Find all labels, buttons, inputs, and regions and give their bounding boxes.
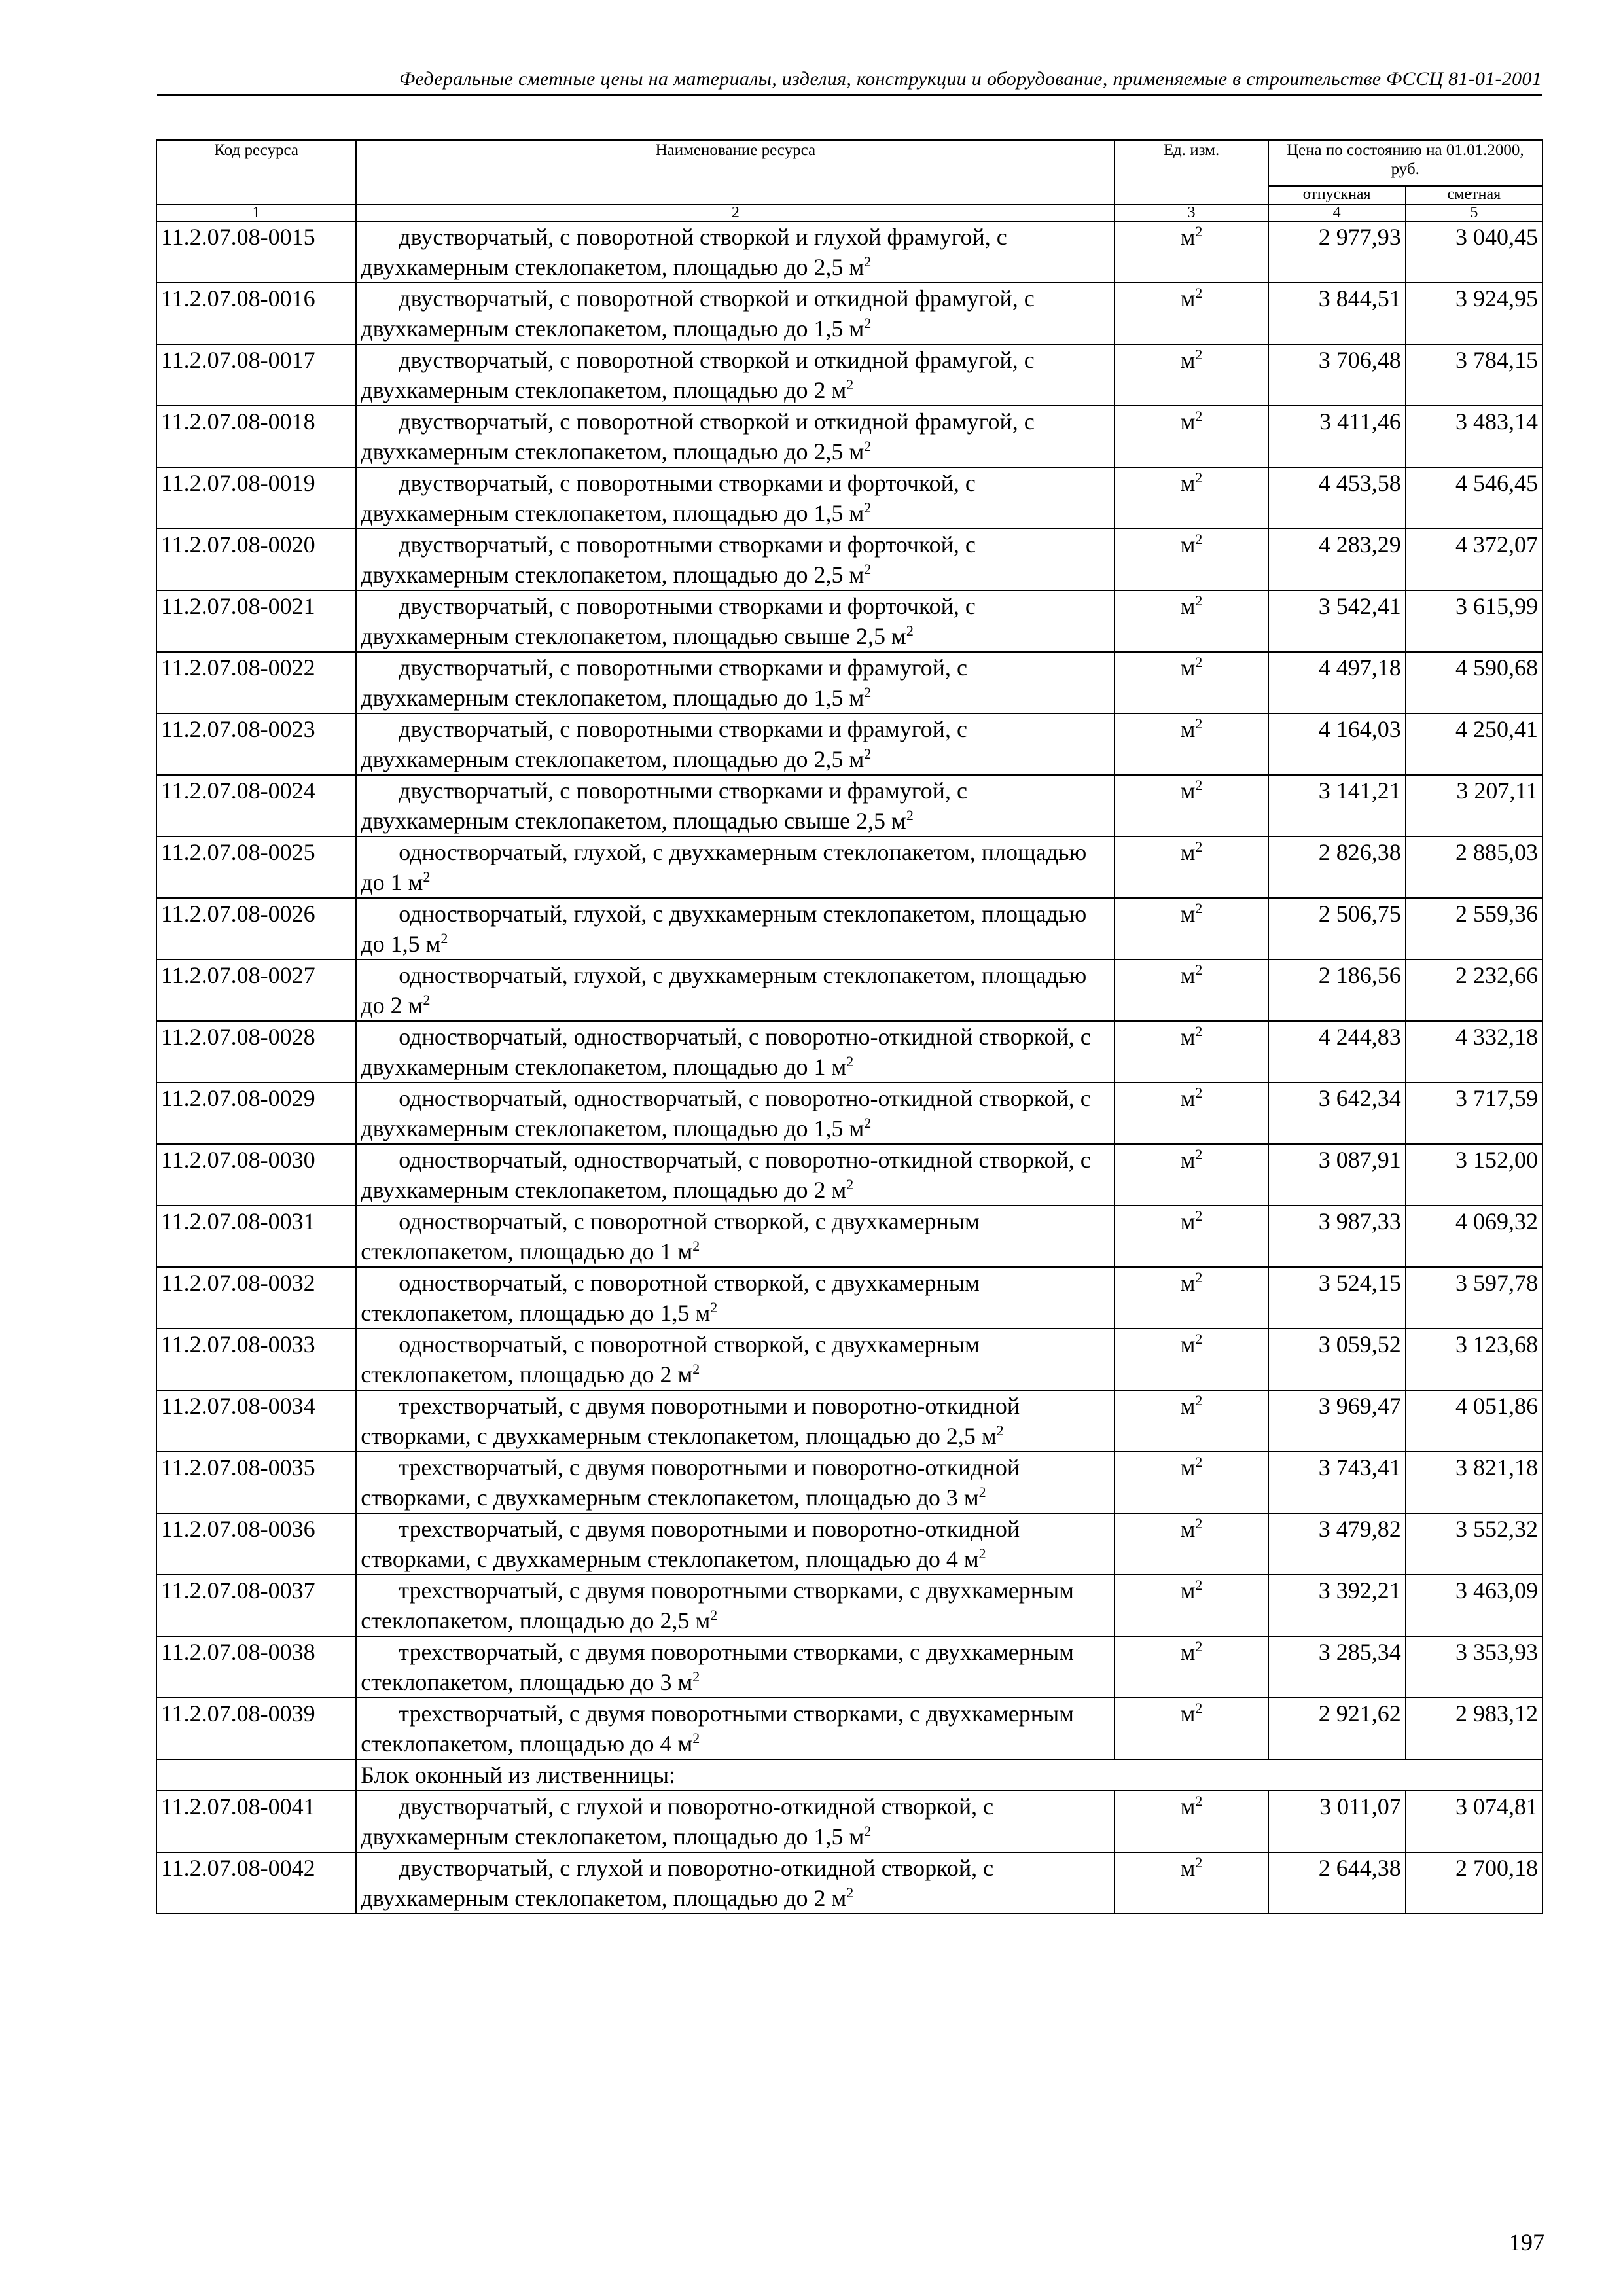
header-price-release: отпускная: [1268, 186, 1406, 204]
unit: [1115, 1267, 1268, 1329]
resource-name: [356, 1698, 1115, 1759]
price-release: 3 969,47: [1268, 1390, 1406, 1452]
resource-name-text: одностворчатый, с поворотной створкой, с двухкамерным стеклопакетом, площадью до 1,5 м: [361, 1270, 980, 1326]
resource-name: [356, 1852, 1115, 1914]
unit: [1115, 1390, 1268, 1452]
resource-name: [356, 467, 1115, 529]
unit-base: м: [1180, 716, 1196, 742]
resource-code: 11.2.07.08-0032: [156, 1267, 356, 1329]
price-estimate: 3 924,95: [1406, 283, 1543, 344]
resource-name: [356, 1267, 1115, 1329]
resource-name-text: двустворчатый, с глухой и поворотно-откидной створкой, с двухкамерным стеклопакетом, площадью до 1,5 м: [361, 1793, 994, 1850]
price-release: 3 411,46: [1268, 406, 1406, 467]
column-number: 1: [156, 204, 356, 221]
resource-code: 11.2.07.08-0023: [156, 713, 356, 775]
unit: [1115, 1021, 1268, 1083]
unit-base: м: [1180, 962, 1196, 988]
unit-exponent: 2: [1195, 1208, 1203, 1224]
unit-exponent: 2: [1195, 408, 1203, 424]
unit-exponent: 2: [692, 1730, 700, 1746]
unit-base: м: [1180, 1085, 1196, 1111]
header-unit: Ед. изм.: [1115, 140, 1268, 204]
price-estimate: 3 552,32: [1406, 1513, 1543, 1575]
price-release: 2 977,93: [1268, 221, 1406, 283]
resource-code: 11.2.07.08-0020: [156, 529, 356, 590]
resource-name-text: трехстворчатый, с двумя поворотными и поворотно-откидной створками, с двухкамерным стеклопакетом, площадью до 2,5 м: [361, 1393, 1020, 1449]
resource-name: [356, 836, 1115, 898]
unit-exponent: 2: [1195, 285, 1203, 301]
unit-exponent: 2: [906, 622, 914, 639]
unit: [1115, 283, 1268, 344]
unit-base: м: [1180, 839, 1196, 865]
unit-exponent: 2: [423, 869, 431, 885]
price-release: 3 987,33: [1268, 1206, 1406, 1267]
unit-exponent: 2: [846, 376, 854, 393]
price-release: 3 642,34: [1268, 1083, 1406, 1144]
unit-base: м: [1180, 1393, 1196, 1419]
unit-exponent: 2: [1195, 1700, 1203, 1716]
unit-exponent: 2: [864, 561, 872, 577]
unit-exponent: 2: [1195, 592, 1203, 609]
price-estimate: 3 597,78: [1406, 1267, 1543, 1329]
unit-exponent: 2: [1195, 1638, 1203, 1655]
resource-name: [356, 1206, 1115, 1267]
price-release: 3 011,07: [1268, 1791, 1406, 1852]
unit-exponent: 2: [864, 1115, 872, 1131]
unit-exponent: 2: [846, 1053, 854, 1069]
price-estimate: 2 700,18: [1406, 1852, 1543, 1914]
resource-code: 11.2.07.08-0016: [156, 283, 356, 344]
table-body-larch: [156, 1791, 1543, 1914]
price-estimate: 3 483,14: [1406, 406, 1543, 467]
unit: [1115, 898, 1268, 960]
price-release: 3 392,21: [1268, 1575, 1406, 1636]
unit-exponent: 2: [1195, 1269, 1203, 1285]
unit-exponent: 2: [846, 1176, 854, 1193]
header-price-estimate: сметная: [1406, 186, 1543, 204]
table-row: [156, 529, 1543, 590]
price-release: 3 087,91: [1268, 1144, 1406, 1206]
unit-exponent: 2: [864, 315, 872, 331]
resource-name: [356, 529, 1115, 590]
price-release: 3 743,41: [1268, 1452, 1406, 1513]
table-row: [156, 1791, 1543, 1852]
resource-name-text: одностворчатый, глухой, с двухкамерным стеклопакетом, площадью до 1,5 м: [361, 901, 1087, 957]
unit-exponent: 2: [864, 499, 872, 516]
resource-code: 11.2.07.08-0031: [156, 1206, 356, 1267]
unit: [1115, 590, 1268, 652]
unit-exponent: 2: [1195, 1577, 1203, 1593]
unit-base: м: [1180, 1024, 1196, 1050]
unit-base: м: [1180, 285, 1196, 312]
table-row: [156, 283, 1543, 344]
price-estimate: 4 051,86: [1406, 1390, 1543, 1452]
resource-name-text: двустворчатый, с поворотными створками и форточкой, с двухкамерным стеклопакетом, площадью до 2,5 м: [361, 531, 976, 588]
resource-code: 11.2.07.08-0028: [156, 1021, 356, 1083]
resource-name-text: двустворчатый, с поворотной створкой и откидной фрамугой, с двухкамерным стеклопакетом, площадью до 2 м: [361, 347, 1035, 403]
resource-name-text: двустворчатый, с поворотной створкой и откидной фрамугой, с двухкамерным стеклопакетом, площадью до 1,5 м: [361, 285, 1035, 342]
unit-exponent: 2: [996, 1422, 1004, 1439]
unit-exponent: 2: [1195, 1331, 1203, 1347]
price-release: 4 453,58: [1268, 467, 1406, 529]
table-row: [156, 1452, 1543, 1513]
price-release: 2 644,38: [1268, 1852, 1406, 1914]
unit: [1115, 836, 1268, 898]
unit-base: м: [1180, 470, 1196, 496]
resource-name-text: трехстворчатый, с двумя поворотными створками, с двухкамерным стеклопакетом, площадью до 4 м: [361, 1700, 1074, 1757]
table-row: [156, 1852, 1543, 1914]
section-block: [156, 1759, 1543, 1791]
resource-code: 11.2.07.08-0033: [156, 1329, 356, 1390]
price-estimate: 4 250,41: [1406, 713, 1543, 775]
price-estimate: 2 983,12: [1406, 1698, 1543, 1759]
resource-name-text: двустворчатый, с поворотными створками и фрамугой, с двухкамерным стеклопакетом, площадью свыше 2,5 м: [361, 778, 967, 834]
unit: [1115, 1206, 1268, 1267]
resource-name-text: двустворчатый, с поворотными створками и форточкой, с двухкамерным стеклопакетом, площадью до 1,5 м: [361, 470, 976, 526]
unit: [1115, 344, 1268, 406]
unit: [1115, 775, 1268, 836]
resource-code: 11.2.07.08-0021: [156, 590, 356, 652]
table-row: [156, 652, 1543, 713]
table-row: [156, 1144, 1543, 1206]
resource-name-text: двустворчатый, с глухой и поворотно-откидной створкой, с двухкамерным стеклопакетом, площадью до 2 м: [361, 1855, 994, 1911]
unit-exponent: 2: [864, 684, 872, 700]
price-estimate: 3 123,68: [1406, 1329, 1543, 1390]
table-row: [156, 960, 1543, 1021]
price-estimate: 3 784,15: [1406, 344, 1543, 406]
resource-name-text: одностворчатый, с поворотной створкой, с двухкамерным стеклопакетом, площадью до 2 м: [361, 1331, 980, 1388]
table-row: [156, 221, 1543, 283]
resource-code: 11.2.07.08-0030: [156, 1144, 356, 1206]
price-release: 4 244,83: [1268, 1021, 1406, 1083]
table-row: [156, 1575, 1543, 1636]
resource-name-text: трехстворчатый, с двумя поворотными створками, с двухкамерным стеклопакетом, площадью до 3 м: [361, 1639, 1074, 1695]
unit-exponent: 2: [906, 807, 914, 823]
price-release: 2 826,38: [1268, 836, 1406, 898]
unit: [1115, 467, 1268, 529]
unit: [1115, 1144, 1268, 1206]
unit-base: м: [1180, 1270, 1196, 1296]
unit: [1115, 529, 1268, 590]
resource-code: 11.2.07.08-0036: [156, 1513, 356, 1575]
unit-base: м: [1180, 1700, 1196, 1727]
resource-name-text: трехстворчатый, с двумя поворотными створками, с двухкамерным стеклопакетом, площадью до 2,5 м: [361, 1577, 1074, 1634]
price-estimate: 2 885,03: [1406, 836, 1543, 898]
column-number: 3: [1115, 204, 1268, 221]
unit-base: м: [1180, 778, 1196, 804]
price-estimate: 3 821,18: [1406, 1452, 1543, 1513]
resource-name: [356, 898, 1115, 960]
resource-code: 11.2.07.08-0018: [156, 406, 356, 467]
page-number: 197: [1509, 2229, 1544, 2255]
unit-exponent: 2: [1195, 346, 1203, 363]
resource-name: [356, 406, 1115, 467]
unit-exponent: 2: [1195, 900, 1203, 916]
table-row: [156, 1021, 1543, 1083]
price-estimate: 3 353,93: [1406, 1636, 1543, 1698]
resource-code: 11.2.07.08-0026: [156, 898, 356, 960]
unit-exponent: 2: [864, 253, 872, 270]
unit-exponent: 2: [1195, 1454, 1203, 1470]
resource-name: [356, 1144, 1115, 1206]
resource-name: [356, 713, 1115, 775]
column-number: 4: [1268, 204, 1406, 221]
table-row: [156, 898, 1543, 960]
unit: [1115, 960, 1268, 1021]
resource-code: 11.2.07.08-0037: [156, 1575, 356, 1636]
table-row: [156, 775, 1543, 836]
section-title: Блок оконный из лиственницы:: [356, 1759, 1543, 1791]
unit-base: м: [1180, 1454, 1196, 1480]
unit-exponent: 2: [1195, 715, 1203, 732]
unit-exponent: 2: [1195, 1793, 1203, 1809]
resource-code: 11.2.07.08-0029: [156, 1083, 356, 1144]
table-row: [156, 1390, 1543, 1452]
price-estimate: 3 207,11: [1406, 775, 1543, 836]
resource-name: [356, 1636, 1115, 1698]
price-estimate: 4 590,68: [1406, 652, 1543, 713]
unit-exponent: 2: [710, 1299, 718, 1316]
header-code: Код ресурса: [156, 140, 356, 204]
resource-name-text: двустворчатый, с поворотными створками и фрамугой, с двухкамерным стеклопакетом, площадью до 1,5 м: [361, 655, 967, 711]
unit-exponent: 2: [864, 745, 872, 762]
unit-base: м: [1180, 1208, 1196, 1234]
unit-exponent: 2: [1195, 961, 1203, 978]
unit: [1115, 1636, 1268, 1698]
table-row: [156, 1513, 1543, 1575]
price-table: [156, 139, 1543, 1914]
unit-exponent: 2: [692, 1238, 700, 1254]
unit-exponent: 2: [1195, 1515, 1203, 1532]
unit-exponent: 2: [710, 1607, 718, 1623]
unit: [1115, 1852, 1268, 1914]
unit: [1115, 1575, 1268, 1636]
unit-exponent: 2: [1195, 654, 1203, 670]
resource-name-text: одностворчатый, с поворотной створкой, с двухкамерным стеклопакетом, площадью до 1 м: [361, 1208, 980, 1265]
unit-exponent: 2: [864, 438, 872, 454]
table-row: [156, 1206, 1543, 1267]
unit-base: м: [1180, 593, 1196, 619]
resource-code: 11.2.07.08-0015: [156, 221, 356, 283]
unit-base: м: [1180, 1147, 1196, 1173]
unit-base: м: [1180, 655, 1196, 681]
resource-code: 11.2.07.08-0024: [156, 775, 356, 836]
unit-base: м: [1180, 1639, 1196, 1665]
table-header: [156, 140, 1543, 221]
table-row: [156, 344, 1543, 406]
resource-name: [356, 960, 1115, 1021]
unit-base: м: [1180, 408, 1196, 435]
resource-code: 11.2.07.08-0042: [156, 1852, 356, 1914]
resource-name: [356, 1021, 1115, 1083]
resource-name: [356, 1329, 1115, 1390]
resource-name-text: одностворчатый, глухой, с двухкамерным стеклопакетом, площадью до 1 м: [361, 839, 1087, 895]
column-number: 2: [356, 204, 1115, 221]
table-row: [156, 713, 1543, 775]
unit-base: м: [1180, 224, 1196, 250]
unit-exponent: 2: [978, 1545, 986, 1562]
section-row: [156, 1759, 1543, 1791]
unit-exponent: 2: [978, 1484, 986, 1500]
unit-base: м: [1180, 1577, 1196, 1604]
price-release: 3 141,21: [1268, 775, 1406, 836]
resource-name-text: трехстворчатый, с двумя поворотными и поворотно-откидной створками, с двухкамерным стеклопакетом, площадью до 4 м: [361, 1516, 1020, 1572]
unit-exponent: 2: [1195, 777, 1203, 793]
resource-name: [356, 1083, 1115, 1144]
price-estimate: 4 069,32: [1406, 1206, 1543, 1267]
unit-exponent: 2: [440, 930, 448, 946]
resource-name-text: двустворчатый, с поворотной створкой и откидной фрамугой, с двухкамерным стеклопакетом, площадью до 2,5 м: [361, 408, 1035, 465]
resource-name-text: трехстворчатый, с двумя поворотными и поворотно-откидной створками, с двухкамерным стеклопакетом, площадью до 3 м: [361, 1454, 1020, 1511]
resource-name-text: одностворчатый, одностворчатый, с поворотно-откидной створкой, с двухкамерным стеклопакетом, площадью до 1,5 м: [361, 1085, 1091, 1141]
price-estimate: 3 717,59: [1406, 1083, 1543, 1144]
table-row: [156, 467, 1543, 529]
table-row: [156, 1267, 1543, 1329]
price-release: 3 706,48: [1268, 344, 1406, 406]
table-row: [156, 1636, 1543, 1698]
resource-name: [356, 1513, 1115, 1575]
resource-code: 11.2.07.08-0034: [156, 1390, 356, 1452]
unit-exponent: 2: [1195, 1146, 1203, 1162]
price-estimate: 3 152,00: [1406, 1144, 1543, 1206]
unit-exponent: 2: [1195, 469, 1203, 486]
unit-exponent: 2: [846, 1884, 854, 1901]
resource-name-text: двустворчатый, с поворотными створками и фрамугой, с двухкамерным стеклопакетом, площадью до 2,5 м: [361, 716, 967, 772]
column-number: 5: [1406, 204, 1543, 221]
resource-name: [356, 344, 1115, 406]
resource-name-text: двустворчатый, с поворотной створкой и глухой фрамугой, с двухкамерным стеклопакетом, площадью до 2,5 м: [361, 224, 1007, 280]
unit-base: м: [1180, 1516, 1196, 1542]
price-estimate: 2 559,36: [1406, 898, 1543, 960]
unit: [1115, 1083, 1268, 1144]
resource-name: [356, 1390, 1115, 1452]
price-release: 4 497,18: [1268, 652, 1406, 713]
header-name: Наименование ресурса: [356, 140, 1115, 204]
unit-base: м: [1180, 901, 1196, 927]
resource-name: [356, 590, 1115, 652]
price-release: 3 285,34: [1268, 1636, 1406, 1698]
unit-base: м: [1180, 1855, 1196, 1881]
resource-name: [356, 1575, 1115, 1636]
resource-code: 11.2.07.08-0027: [156, 960, 356, 1021]
unit-base: м: [1180, 1331, 1196, 1357]
resource-name: [356, 652, 1115, 713]
unit: [1115, 1791, 1268, 1852]
price-estimate: 3 615,99: [1406, 590, 1543, 652]
unit-exponent: 2: [1195, 838, 1203, 855]
unit: [1115, 1452, 1268, 1513]
resource-name-text: одностворчатый, одностворчатый, с поворотно-откидной створкой, с двухкамерным стеклопакетом, площадью до 1 м: [361, 1024, 1091, 1080]
price-release: 2 921,62: [1268, 1698, 1406, 1759]
unit-exponent: 2: [1195, 1023, 1203, 1039]
price-release: 3 479,82: [1268, 1513, 1406, 1575]
unit-exponent: 2: [692, 1668, 700, 1685]
table-row: [156, 1083, 1543, 1144]
table-body: [156, 221, 1543, 1759]
unit-exponent: 2: [1195, 223, 1203, 240]
unit-exponent: 2: [864, 1823, 872, 1839]
resource-code: 11.2.07.08-0017: [156, 344, 356, 406]
unit: [1115, 652, 1268, 713]
price-release: 3 059,52: [1268, 1329, 1406, 1390]
unit: [1115, 1329, 1268, 1390]
resource-name: [356, 221, 1115, 283]
price-release: 4 283,29: [1268, 529, 1406, 590]
resource-name-text: двустворчатый, с поворотными створками и форточкой, с двухкамерным стеклопакетом, площадью свыше 2,5 м: [361, 593, 976, 649]
unit: [1115, 221, 1268, 283]
unit: [1115, 406, 1268, 467]
unit: [1115, 1513, 1268, 1575]
resource-code: 11.2.07.08-0038: [156, 1636, 356, 1698]
resource-code: 11.2.07.08-0022: [156, 652, 356, 713]
table-row: [156, 590, 1543, 652]
price-estimate: 4 372,07: [1406, 529, 1543, 590]
unit-exponent: 2: [1195, 531, 1203, 547]
unit: [1115, 713, 1268, 775]
table-row: [156, 836, 1543, 898]
price-estimate: 3 463,09: [1406, 1575, 1543, 1636]
price-release: 2 506,75: [1268, 898, 1406, 960]
resource-code: 11.2.07.08-0035: [156, 1452, 356, 1513]
resource-name-text: одностворчатый, глухой, с двухкамерным стеклопакетом, площадью до 2 м: [361, 962, 1087, 1018]
resource-code: 11.2.07.08-0041: [156, 1791, 356, 1852]
price-release: 4 164,03: [1268, 713, 1406, 775]
table-row: [156, 1329, 1543, 1390]
price-estimate: 2 232,66: [1406, 960, 1543, 1021]
price-estimate: 4 546,45: [1406, 467, 1543, 529]
unit-exponent: 2: [1195, 1854, 1203, 1871]
price-release: 3 844,51: [1268, 283, 1406, 344]
resource-name-text: одностворчатый, одностворчатый, с поворотно-откидной створкой, с двухкамерным стеклопакетом, площадью до 2 м: [361, 1147, 1091, 1203]
resource-code: 11.2.07.08-0025: [156, 836, 356, 898]
price-estimate: 3 074,81: [1406, 1791, 1543, 1852]
unit-base: м: [1180, 531, 1196, 558]
unit: [1115, 1698, 1268, 1759]
resource-name: [356, 1791, 1115, 1852]
resource-name: [356, 1452, 1115, 1513]
unit-exponent: 2: [423, 992, 431, 1008]
price-estimate: 4 332,18: [1406, 1021, 1543, 1083]
table-row: [156, 1698, 1543, 1759]
header-price-group: Цена по состоянию на 01.01.2000, руб.: [1268, 140, 1543, 186]
price-release: 3 542,41: [1268, 590, 1406, 652]
resource-name: [356, 775, 1115, 836]
unit-exponent: 2: [1195, 1085, 1203, 1101]
unit-base: м: [1180, 1793, 1196, 1820]
resource-code: 11.2.07.08-0019: [156, 467, 356, 529]
running-header: Федеральные сметные цены на материалы, изделия, конструкции и оборудование, применяемые в строительстве ФССЦ 81-01-2001: [157, 68, 1542, 96]
price-release: 3 524,15: [1268, 1267, 1406, 1329]
price-estimate: 3 040,45: [1406, 221, 1543, 283]
resource-name: [356, 283, 1115, 344]
unit-base: м: [1180, 347, 1196, 373]
table-row: [156, 406, 1543, 467]
resource-code: 11.2.07.08-0039: [156, 1698, 356, 1759]
price-release: 2 186,56: [1268, 960, 1406, 1021]
unit-exponent: 2: [692, 1361, 700, 1377]
unit-exponent: 2: [1195, 1392, 1203, 1408]
